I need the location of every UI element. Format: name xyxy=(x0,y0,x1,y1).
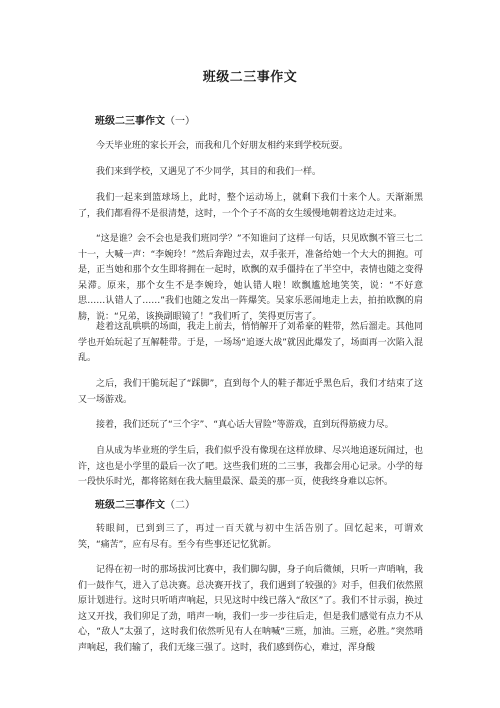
section-heading-number: （二） xyxy=(165,500,195,511)
section-heading-text: 班级二三事作文 xyxy=(95,116,165,127)
paragraph: 我们一起来到篮球场上，此时，整个运动场上，就剩下我们十来个人。天渐渐黑了，我们都看得不是很清楚，这时，一个个子不高的女生缓慢地朝着这边走过来。 xyxy=(78,193,423,219)
section-heading-1 xyxy=(95,112,195,127)
paragraph: 记得在初一时的那场拔河比赛中，我们脚勾脚，身子向后微倾，只听一声哨响，我们一鼓作气，进入了总决赛。总决赛开找了，我们遇到了较强的》对手，但我们依然照原计划进行。这时只听哨声响起，只见这时中线已落入“敌区”了。我们不甘示弱，换过这又开找，我们卯足了劲，哨声一响，我们一步一步往后走，但是我们感觉有点力不从心，“敌人”太强了，这时我们依然听见有人在呐喊“三班，加油。三班，必胜。”突然哨声响起，我们输了，我们无缘三强了。这时，我们感到伤心，难过，浑身酸 xyxy=(78,565,423,653)
paragraph: 转眼间，已到到三了，再过一百天就与初中生活告别了。回忆起来，可谓欢笑，“痛苦”，应有尽有。至今有些事还记忆犹新。 xyxy=(78,524,423,550)
paragraph: 今天毕业班的家长开会，而我和几个好朋友相约来到学校玩耍。 xyxy=(96,141,349,151)
paragraph: 之后，我们干脆玩起了“踩脚”，直到每个人的鞋子都近乎黑色后，我们才结束了这又一场游戏。 xyxy=(78,379,423,405)
document-title: 班级二三事作文 xyxy=(202,70,298,85)
paragraph: 趁着这乱哄哄的场面，我走上前去，悄悄解开了刘希豪的鞋带，然后溜走。其他同学也开始玩起了互解鞋带。于是，一场场“追逐大战”就因此爆发了，场面再一次陷入混乱。 xyxy=(78,322,423,363)
paragraph: “这是谁？会不会也是我们班同学？”不知谁问了这样一句话，只见欧飘不管三七二十一，大喊一声：“李婉玲！”然后奔跑过去，双手张开，准备给她一个大大的拥抱。可是，正当她和那个女生即将拥在一起时，欧飘的双手僵持在了半空中，表情也随之变得呆滞。原来，那个女生不是李婉玲，她认错人啦！欧飘尴尬地笑笑，说：“不好意思……认错人了……”我们也随之发出一阵爆笑。吴家乐恶闹地走上去，拍拍欧飘的肩膀，说：“兄弟，该换副眼镜了！”我们听了，笑得更厉害了。 xyxy=(78,234,423,322)
paragraph: 自从成为毕业班的学生后，我们似乎没有像现在这样放肆、尽兴地追逐玩闹过，也许，这也是小学里的最后一次了吧。这些我们班的二三事，我都会用心记录。小学的每一段快乐时光，都将铭刻在我大脑里最深、最美的那一页，使我终身难以忘怀。 xyxy=(78,446,423,487)
paragraph: 接着，我们还玩了“三个字”、“真心话大冒险”等游戏，直到玩得筋疲力尽。 xyxy=(96,420,394,430)
section-heading-2 xyxy=(95,496,195,511)
paragraph: 我们来到学校，又遇见了不少同学，其目的和我们一样。 xyxy=(96,167,322,177)
section-heading-number: （一） xyxy=(165,116,195,127)
section-heading-text: 班级二三事作文 xyxy=(95,500,165,511)
